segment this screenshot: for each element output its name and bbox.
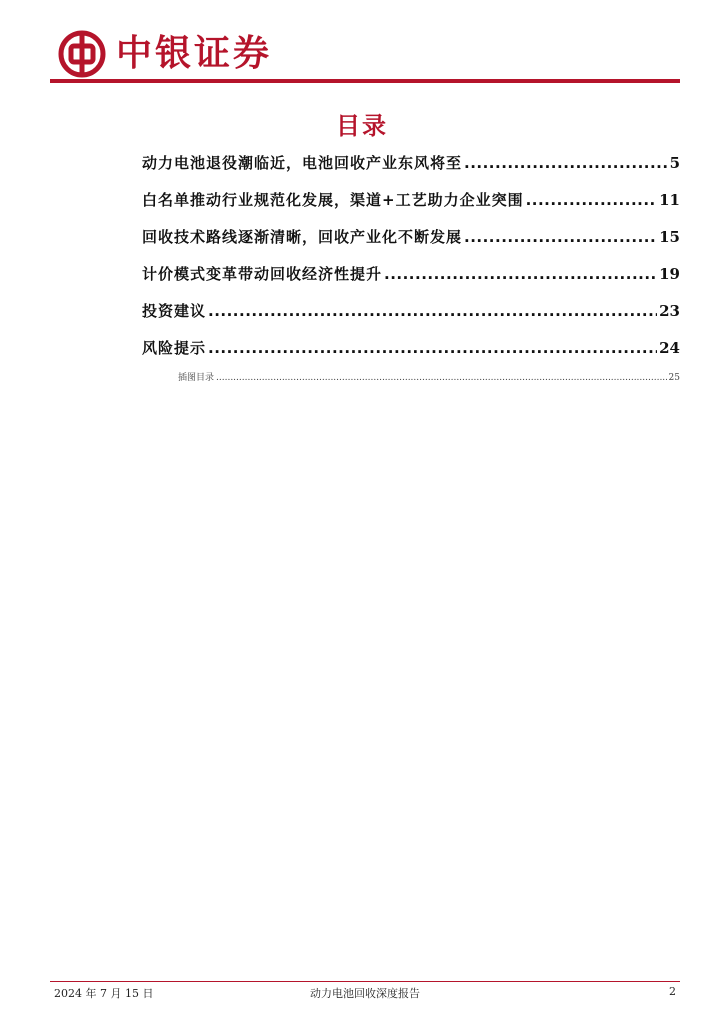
toc-entry-page: 24: [659, 339, 680, 357]
page-footer: [50, 985, 680, 1001]
toc-title: 目录: [336, 112, 388, 140]
toc-entry[interactable]: [142, 152, 680, 189]
page-header: [50, 28, 680, 84]
toc-entry-page: 15: [659, 228, 680, 246]
toc-entry-label: 动力电池退役潮临近，电池回收产业东风将至: [142, 154, 463, 172]
toc-entry[interactable]: [142, 337, 680, 374]
toc-entry[interactable]: [142, 189, 680, 226]
toc-entry-label: 计价模式变革带动回收经济性提升: [142, 265, 383, 283]
toc-entry-label: 白名单推动行业规范化发展，渠道+工艺助力企业突围: [142, 191, 524, 209]
footer-divider: [50, 981, 680, 982]
footer-doc-title: 动力电池回收深度报告: [310, 987, 420, 1000]
dot-leader: [208, 339, 657, 357]
footer-date: 2024 年 7 月 15 日: [54, 987, 154, 1000]
toc-sub-entry-label: 插图目录: [178, 373, 215, 383]
toc-entry-page: 19: [659, 265, 680, 283]
toc-entry-page: 23: [659, 302, 680, 320]
bank-of-china-logo-icon: [58, 30, 106, 78]
toc-entry-label: 风险提示: [142, 339, 207, 357]
dot-leader: [526, 191, 658, 209]
toc-sub-entry-page: 25: [668, 373, 680, 383]
toc-entry[interactable]: [142, 263, 680, 300]
header-divider: [50, 79, 680, 83]
table-of-contents: [142, 152, 680, 386]
toc-entry-page: 11: [659, 191, 680, 209]
brand-name: 中银证券: [116, 33, 273, 74]
toc-entry-page: 5: [669, 154, 680, 172]
dot-leader: [464, 154, 668, 172]
dot-leader: [384, 265, 657, 283]
footer-page-number: 2: [669, 985, 676, 998]
toc-entry-label: 回收技术路线逐渐清晰，回收产业化不断发展: [142, 228, 463, 246]
toc-entry[interactable]: [142, 300, 680, 337]
dot-leader: [216, 373, 667, 383]
toc-entry-label: 投资建议: [142, 302, 207, 320]
dot-leader: [464, 228, 657, 246]
toc-sub-entry[interactable]: [142, 370, 680, 386]
dot-leader: [208, 302, 657, 320]
toc-entry[interactable]: [142, 226, 680, 263]
